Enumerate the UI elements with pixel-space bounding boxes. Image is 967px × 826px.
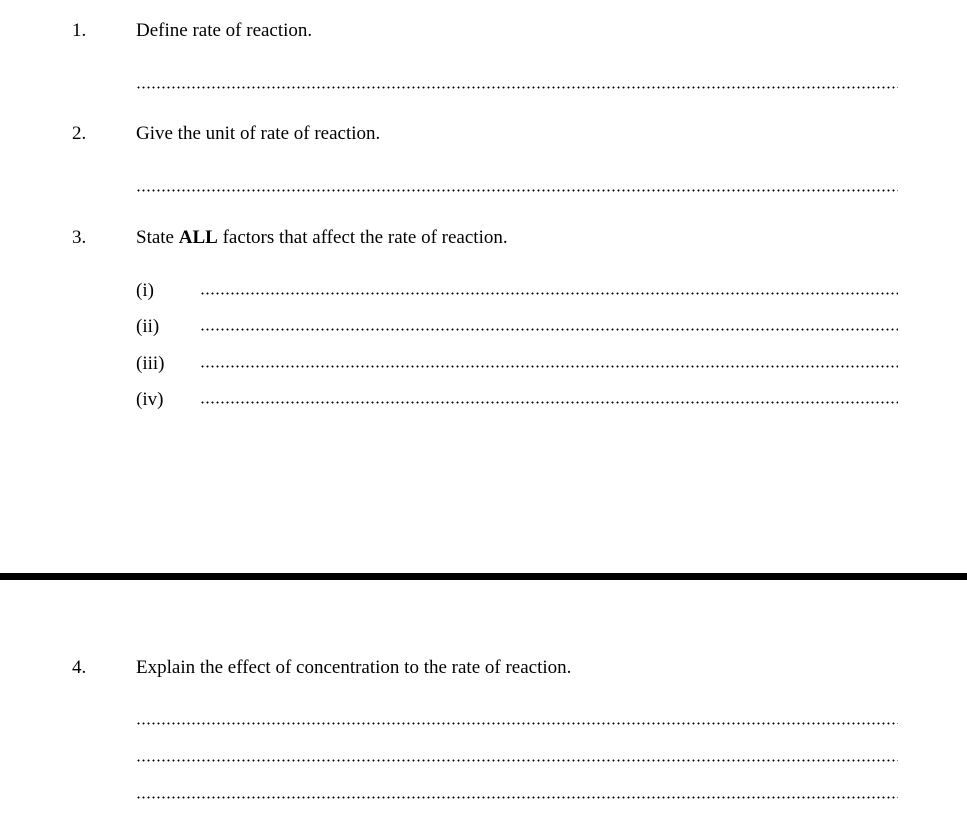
answer-line[interactable] xyxy=(200,365,898,368)
question-number: 2. xyxy=(72,123,87,144)
section-divider xyxy=(0,573,967,580)
sub-item-label: (ii) xyxy=(136,316,160,337)
question-text: Define rate of reaction. xyxy=(136,20,313,41)
question-text-part: factors that affect the rate of reaction. xyxy=(217,227,508,248)
answer-line[interactable] xyxy=(200,292,898,295)
question-text xyxy=(136,227,508,249)
answer-line[interactable] xyxy=(200,328,898,331)
sub-item-label: (i) xyxy=(136,280,154,301)
emphasis-text: ALL xyxy=(178,227,218,248)
answer-line[interactable] xyxy=(136,759,898,762)
answer-line[interactable] xyxy=(136,722,898,725)
question-number: 3. xyxy=(72,227,87,248)
answer-line[interactable] xyxy=(136,86,898,89)
question-text: Give the unit of rate of reaction. xyxy=(136,123,381,144)
answer-line[interactable] xyxy=(136,796,898,799)
answer-line[interactable] xyxy=(136,189,898,192)
sub-item-label: (iii) xyxy=(136,353,165,374)
question-text-part: State xyxy=(136,227,179,248)
question-number: 4. xyxy=(72,657,87,678)
question-number: 1. xyxy=(72,20,87,41)
question-text: Explain the effect of concentration to the rate of reaction. xyxy=(136,657,572,678)
answer-line[interactable] xyxy=(200,401,898,404)
sub-item-label: (iv) xyxy=(136,389,164,410)
